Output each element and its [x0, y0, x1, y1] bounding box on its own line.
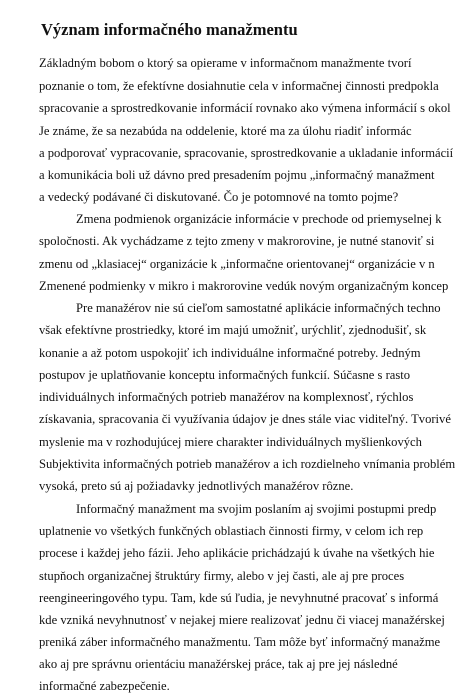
- text-line: Základným bobom o ktorý sa opierame v informačnom manažmente tvorí: [39, 56, 412, 70]
- text-line: myslenie ma v rozhodujúcej miere charakter individuálnych myšlienkových: [39, 435, 422, 449]
- text-line: a vedecký podávané či diskutované. Čo je potomnové na tomto pojme?: [39, 190, 399, 204]
- text-line: uplatnenie vo všetkých funkčných oblastiach činnosti firmy, v celom ich rep: [39, 524, 424, 538]
- text-line: stupňoch organizačnej štruktúry firmy, alebo v jej časti, ale aj pre proces: [39, 569, 405, 583]
- text-line: postupov je uplatňovanie konceptu informačných funkcií. Súčasne s rasto: [39, 368, 411, 382]
- text-line: Pre manažérov nie sú cieľom samostatné aplikácie informačných techno: [76, 301, 441, 315]
- document-title: Význam informačného manažmentu: [41, 20, 298, 39]
- text-line: preniká záber informačného manažmentu. Tam môže byť informačný manažme: [39, 635, 441, 649]
- text-line: Subjektivita informačných potrieb manažérov a ich rozdielneho vnímania problém: [39, 457, 456, 471]
- text-line: vysoká, preto sú aj požiadavky jednotlivých manažérov rôzne.: [39, 479, 354, 493]
- text-line: získavania, spracovania či využívania údajov je dnes stále viac viditeľný. Tvorivé: [39, 412, 451, 426]
- text-line: Zmena podmienok organizácie informácie v prechode od priemyselnej k: [76, 212, 442, 226]
- text-line: a podporovať vypracovanie, spracovanie, sprostredkovanie a ukladanie informácií: [39, 146, 454, 160]
- text-line: Informačný manažment ma svojim poslaním aj svojimi postupmi predp: [76, 502, 437, 516]
- text-line: reengineeringového typu. Tam, kde sú ľudia, je nevyhnutné pracovať s informá: [39, 591, 439, 605]
- text-line: zmenu od „klasiacej“ organizácie k „informačne orientovanej“ organizácie v n: [39, 257, 435, 271]
- text-line: a komunikácia boli už dávno pred presadením pojmu „informačný manažment: [39, 168, 435, 182]
- text-line: Je známe, že sa nezabúda na oddelenie, ktoré ma za úlohu riadiť informác: [39, 124, 412, 138]
- text-line: informačné zabezpečenie.: [39, 679, 170, 693]
- text-line: konanie a až potom uspokojiť ich individuálne informačné potreby. Jedným: [39, 346, 421, 360]
- text-line: spoločnosti. Ak vychádzame z tejto zmeny v makrorovine, je nutné stanoviť si: [39, 234, 435, 248]
- text-line: však efektívne prostriedky, ktoré im majú umožniť, urýchliť, zjednodušiť, sk: [39, 323, 427, 337]
- text-line: spracovanie a sprostredkovanie informácií rovnako ako výmena informácií s okol: [39, 101, 451, 115]
- text-line: individuálnych informačných potrieb manažérov na komplexnosť, rýchlos: [39, 390, 414, 404]
- text-line: procese i každej jeho fázii. Jeho aplikácie prichádzajú k úvahe na všetkých hie: [39, 546, 435, 560]
- text-line: poznanie o tom, že efektívne dosiahnutie cela v informačnej činnosti predpokla: [39, 79, 439, 93]
- text-line: kde vzniká nevyhnutnosť v nejakej miere realizovať jednu či viacej manažérskej: [39, 613, 445, 627]
- text-line: ako aj pre správnu orientáciu manažérskej práce, tak aj pre jej následné: [39, 657, 398, 671]
- text-line: Zmenené podmienky v mikro i makrorovine vedúk novým organizačným koncep: [39, 279, 449, 293]
